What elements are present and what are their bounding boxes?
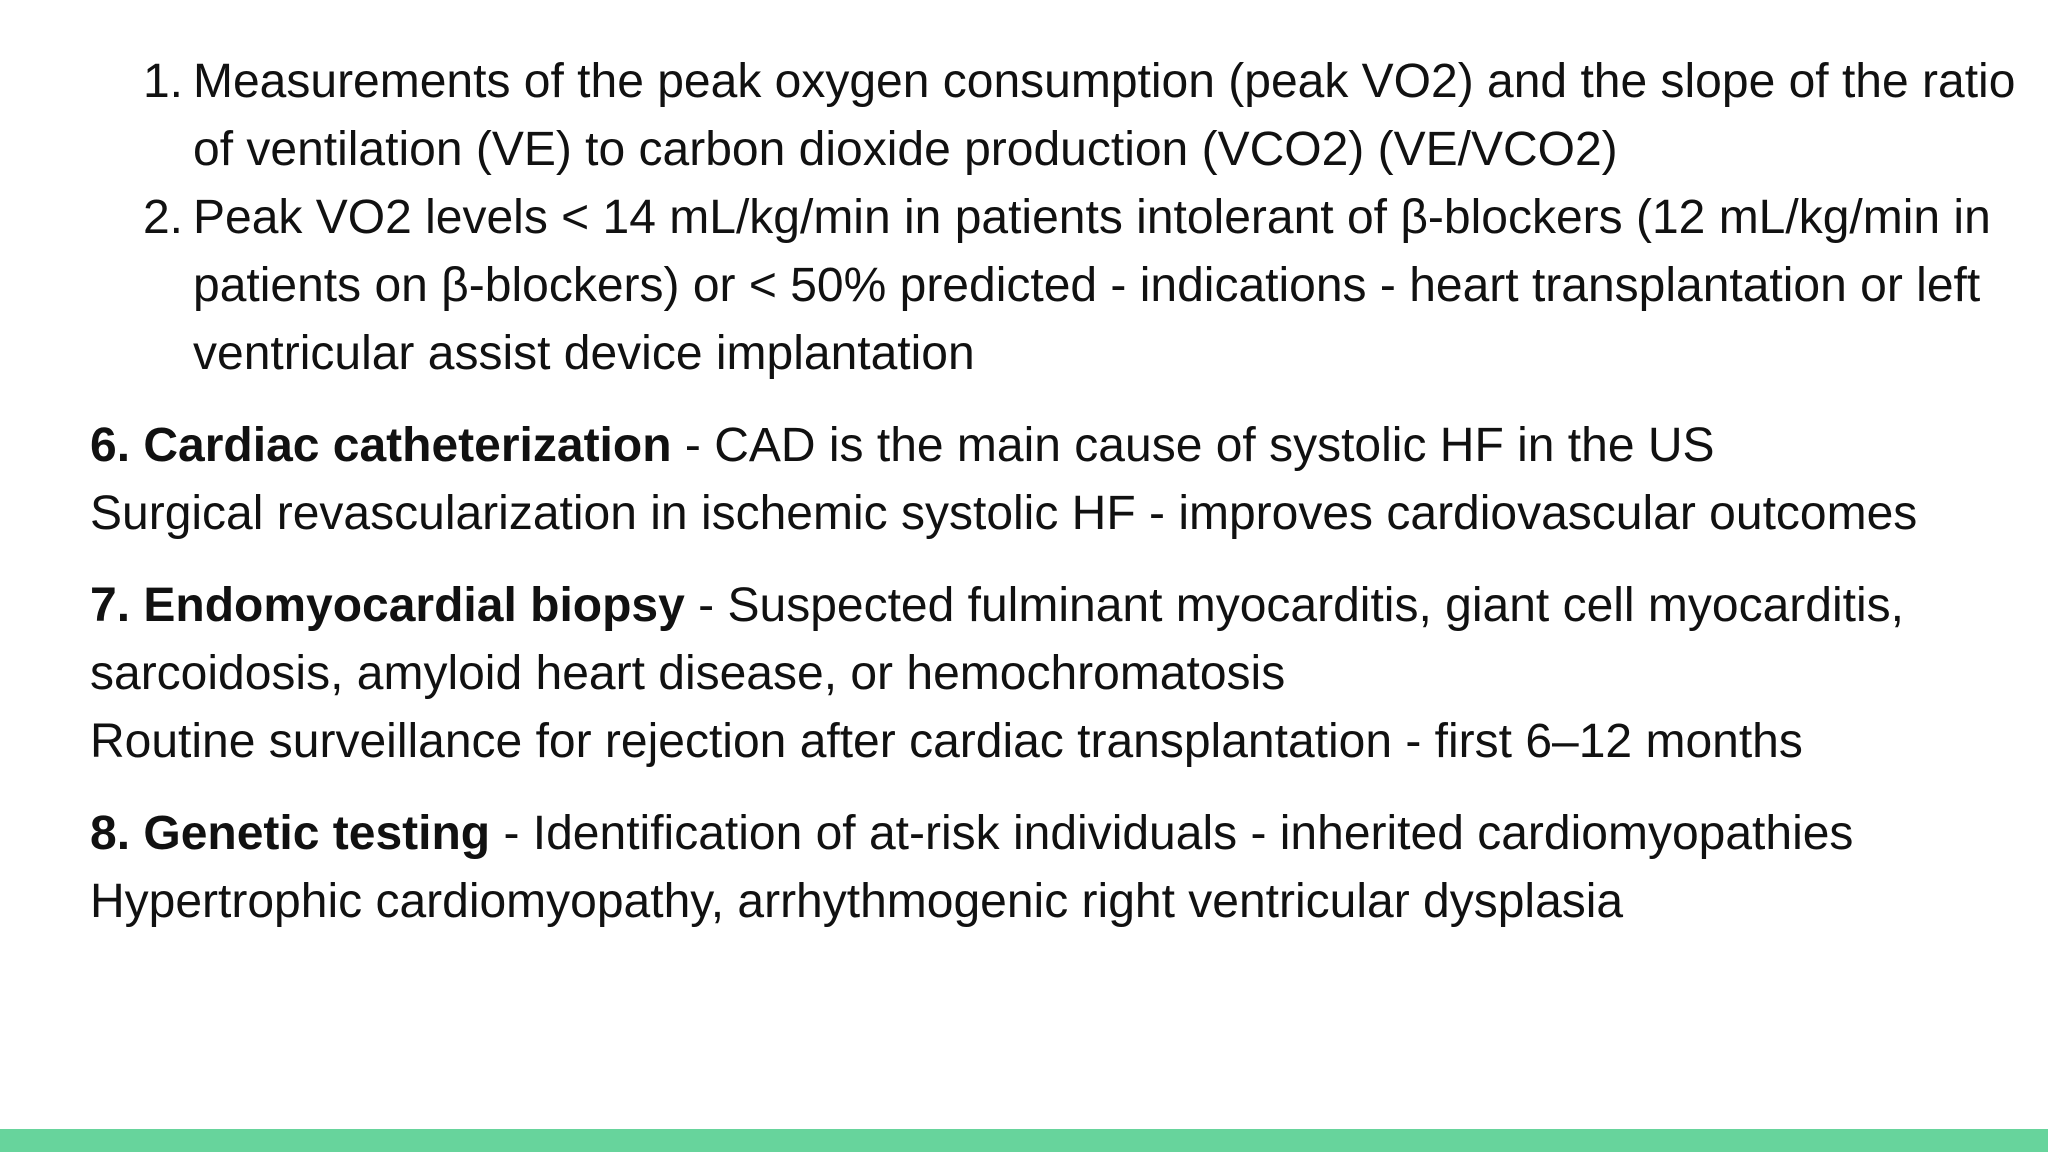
section-line <box>90 412 1990 480</box>
list-item-text: Peak VO2 levels < 14 mL/kg/min in patients intolerant of β-blockers (12 mL/kg/min in patients on β-blockers) or < 50% predicted - indications - heart transplantation or left ventricular assist device implantation <box>193 191 1991 380</box>
section-heading: 8. Genetic testing <box>90 807 491 860</box>
section-endomyocardial-biopsy <box>90 572 1990 776</box>
section-extra-line: Hypertrophic cardiomyopathy, arrhythmogenic right ventricular dysplasia <box>90 875 1624 928</box>
section-line <box>90 572 1990 708</box>
section-text: - CAD is the main cause of systolic HF in the US <box>671 419 1715 472</box>
section-text: - Suspected fulminant myocarditis, giant cell myocarditis, sarcoidosis, amyloid heart disease, or hemochromatosis <box>90 579 1904 700</box>
section-heading: 7. Endomyocardial biopsy <box>90 579 685 632</box>
section-extra-line: Routine surveillance for rejection after cardiac transplantation - first 6–12 months <box>90 715 1803 768</box>
numbered-list <box>90 48 2016 388</box>
section-genetic-testing <box>90 800 1990 936</box>
footer-accent-bar <box>0 1129 2048 1152</box>
list-item <box>90 184 1990 388</box>
section-line <box>90 800 1990 868</box>
list-item-number: 1. <box>142 55 183 108</box>
section-extra-line: Surgical revascularization in ischemic systolic HF - improves cardiovascular outcomes <box>90 487 1918 540</box>
list-item-text: Measurements of the peak oxygen consumption (peak VO2) and the slope of the ratio of ventilation (VE) to carbon dioxide production (VCO2) (VE/VCO2) <box>193 55 2016 176</box>
section-cardiac-catheterization <box>90 412 1990 548</box>
list-item-number: 2. <box>142 191 183 244</box>
list-item <box>90 48 2016 184</box>
section-text: - Identification of at-risk individuals - inherited cardiomyopathies <box>490 807 1854 860</box>
section-heading: 6. Cardiac catheterization <box>90 419 672 472</box>
slide-content <box>90 48 2016 960</box>
